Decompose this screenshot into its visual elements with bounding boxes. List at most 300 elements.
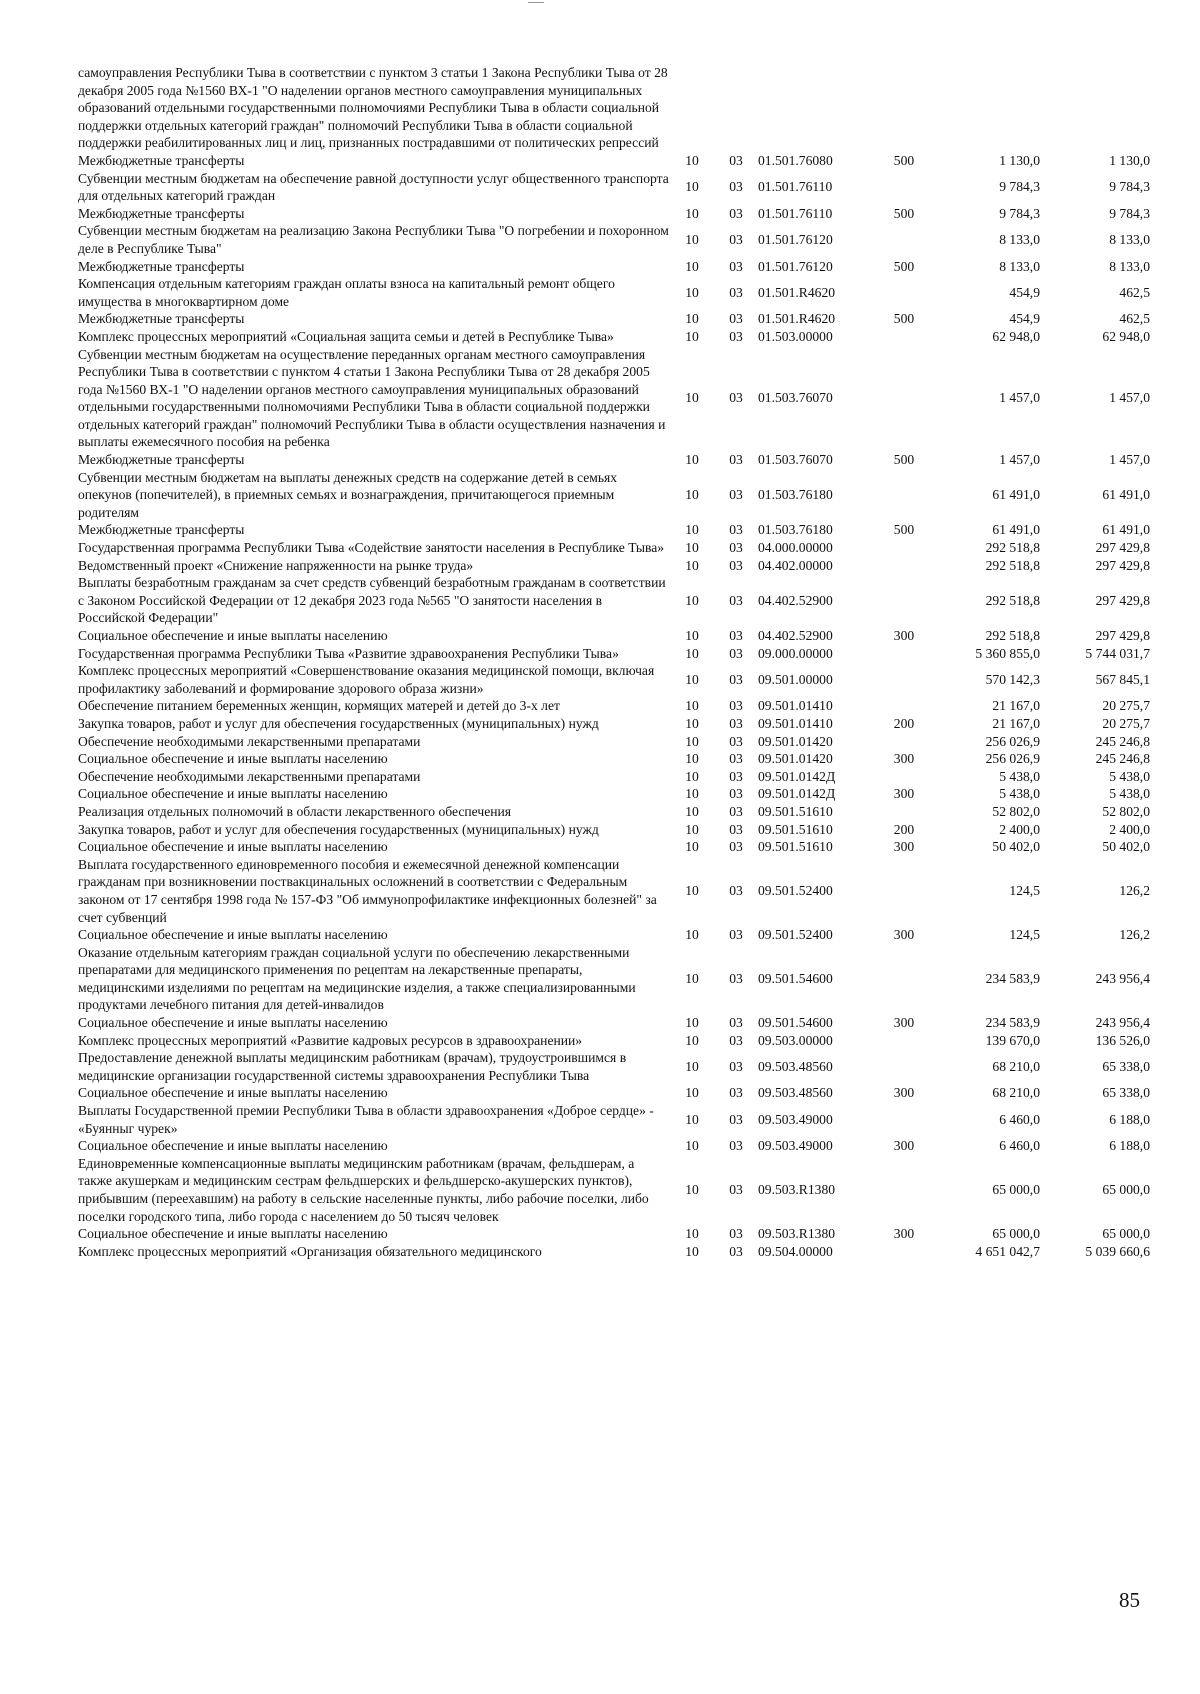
row-expense-type xyxy=(876,733,932,751)
row-target-code: 01.503.76180 xyxy=(758,522,833,538)
row-expense-type xyxy=(876,856,932,926)
row-name: Социальное обеспечение и иные выплаты населению xyxy=(78,1226,388,1242)
row-target-code: 01.501.76080 xyxy=(758,152,833,168)
row-section: 10 xyxy=(685,971,699,987)
table-row xyxy=(78,1102,1150,1137)
row-amount-year1: 5 360 855,0 xyxy=(975,645,1040,661)
row-section: 10 xyxy=(685,557,699,573)
row-expense-type xyxy=(876,64,932,152)
table-row xyxy=(78,222,1150,257)
row-amount-year1: 68 210,0 xyxy=(992,1059,1040,1075)
row-target-code: 09.501.52400 xyxy=(758,883,833,899)
row-amount-year2: 65 000,0 xyxy=(1102,1226,1150,1242)
row-name: Предоставление денежной выплаты медицинским работникам (врачам), трудоустроившимся в медицинские организации государственной системы здравоохранения Республики Тыва xyxy=(78,1050,627,1083)
row-section: 10 xyxy=(685,284,699,300)
row-target-code: 09.501.52400 xyxy=(758,927,833,943)
row-name: Субвенции местным бюджетам на реализацию Закона Республики Тыва "О погребении и похоронном деле в Республике Тыва" xyxy=(78,223,669,256)
row-expense-type xyxy=(876,662,932,697)
row-name: Реализация отдельных полномочий в области лекарственного обеспечения xyxy=(78,803,512,819)
row-section: 10 xyxy=(685,839,699,855)
row-expense-type xyxy=(876,328,932,346)
row-target-code: 09.503.49000 xyxy=(758,1138,833,1154)
row-target-code: 09.501.54600 xyxy=(758,971,833,987)
row-expense-type: 500 xyxy=(893,152,915,168)
row-subsection: 03 xyxy=(729,786,743,802)
table-row xyxy=(78,1014,1150,1032)
row-amount-year1: 50 402,0 xyxy=(992,839,1040,855)
row-name: Межбюджетные трансферты xyxy=(78,452,245,468)
table-row xyxy=(78,310,1150,328)
row-expense-type: 300 xyxy=(893,1085,915,1101)
row-section: 10 xyxy=(685,1111,699,1127)
row-amount-year1: 1 457,0 xyxy=(999,390,1040,406)
table-row xyxy=(78,469,1150,522)
row-amount-year2: 297 429,8 xyxy=(1095,557,1150,573)
row-amount-year2: 20 275,7 xyxy=(1102,715,1150,731)
row-amount-year1: 21 167,0 xyxy=(992,715,1040,731)
row-amount-year2: 61 491,0 xyxy=(1102,522,1150,538)
row-amount-year2: 5 039 660,6 xyxy=(1085,1243,1150,1259)
row-amount-year2: 245 246,8 xyxy=(1095,751,1150,767)
row-section: 10 xyxy=(685,205,699,221)
row-amount-year1: 124,5 xyxy=(1009,927,1040,943)
row-amount-year2: 2 400,0 xyxy=(1109,821,1150,837)
row-name: Комплекс процессных мероприятий «Развитие кадровых ресурсов в здравоохранении» xyxy=(78,1032,583,1048)
table-row xyxy=(78,1032,1150,1050)
table-row xyxy=(78,785,1150,803)
row-target-code: 04.402.00000 xyxy=(758,557,833,573)
row-section: 10 xyxy=(685,258,699,274)
row-subsection: 03 xyxy=(729,1243,743,1259)
row-amount-year1: 61 491,0 xyxy=(992,487,1040,503)
row-expense-type xyxy=(876,574,932,627)
row-target-code: 09.501.0142Д xyxy=(758,768,836,784)
row-amount-year1: 292 518,8 xyxy=(985,540,1040,556)
row-name: Государственная программа Республики Тыва «Содействие занятости населения в Республике Тыва» xyxy=(78,540,665,556)
row-section: 10 xyxy=(685,671,699,687)
row-amount-year1: 234 583,9 xyxy=(985,1015,1040,1031)
row-amount-year1: 8 133,0 xyxy=(999,258,1040,274)
row-subsection: 03 xyxy=(729,927,743,943)
row-expense-type xyxy=(876,557,932,575)
row-subsection: 03 xyxy=(729,1111,743,1127)
table-row xyxy=(78,451,1150,469)
row-name: Государственная программа Республики Тыва «Развитие здравоохранения Республики Тыва» xyxy=(78,645,619,661)
row-expense-type: 500 xyxy=(893,311,915,327)
row-subsection: 03 xyxy=(729,1015,743,1031)
row-amount-year2: 65 000,0 xyxy=(1102,1182,1150,1198)
row-name: Выплаты безработным гражданам за счет средств субвенций безработным гражданам в соответствии с Законом Российской Федерации от 12 декабря 2023 года №565 "О занятости населения в Российской Федерации" xyxy=(78,575,666,626)
row-amount-year2: 52 802,0 xyxy=(1102,803,1150,819)
row-amount-year1: 6 460,0 xyxy=(999,1138,1040,1154)
row-subsection: 03 xyxy=(729,803,743,819)
row-amount-year2: 136 526,0 xyxy=(1095,1032,1150,1048)
row-target-code: 09.000.00000 xyxy=(758,645,833,661)
table-row xyxy=(78,521,1150,539)
row-subsection xyxy=(714,64,758,152)
row-section: 10 xyxy=(685,232,699,248)
row-amount-year2: 243 956,4 xyxy=(1095,1015,1150,1031)
row-amount-year2: 1 130,0 xyxy=(1109,152,1150,168)
row-subsection: 03 xyxy=(729,232,743,248)
row-subsection: 03 xyxy=(729,487,743,503)
row-subsection: 03 xyxy=(729,1226,743,1242)
row-amount-year1: 5 438,0 xyxy=(999,768,1040,784)
row-amount-year1: 292 518,8 xyxy=(985,557,1040,573)
row-name: Единовременные компенсационные выплаты медицинским работникам (врачам, фельдшерам, а также акушеркам и медицинским сестрам фельдшерских и фельдшерско-акушерских пунктов), прибывшим (переехавшим) на работу в сельские населенные пункты, либо рабочие поселки, либо поселки городского типа, либо города с населением до 50 тысяч человек xyxy=(78,1155,649,1224)
row-subsection: 03 xyxy=(729,715,743,731)
row-subsection: 03 xyxy=(729,522,743,538)
row-expense-type: 500 xyxy=(893,522,915,538)
row-subsection: 03 xyxy=(729,1138,743,1154)
row-section: 10 xyxy=(685,1243,699,1259)
row-name: Компенсация отдельным категориям граждан оплаты взноса на капитальный ремонт общего имущества в многоквартирном доме xyxy=(78,276,615,309)
row-name: Субвенции местным бюджетам на обеспечение равной доступности услуг общественного транспорта для отдельных категорий граждан xyxy=(78,170,669,204)
table-row xyxy=(78,346,1150,452)
page-number: 85 xyxy=(1119,1588,1140,1612)
row-amount-year1 xyxy=(932,64,1040,152)
row-expense-type: 200 xyxy=(893,715,915,731)
row-target-code: 09.503.00000 xyxy=(758,1032,833,1048)
row-amount-year1: 5 438,0 xyxy=(999,786,1040,802)
row-expense-type xyxy=(876,768,932,786)
table-row xyxy=(78,715,1150,733)
row-expense-type: 500 xyxy=(893,205,915,221)
row-amount-year2: 243 956,4 xyxy=(1095,971,1150,987)
row-amount-year2: 9 784,3 xyxy=(1109,179,1150,195)
row-amount-year1: 570 142,3 xyxy=(985,671,1040,687)
row-target-code: 09.503.48560 xyxy=(758,1085,833,1101)
row-subsection: 03 xyxy=(729,452,743,468)
row-subsection: 03 xyxy=(729,1059,743,1075)
row-target-code: 09.501.51610 xyxy=(758,803,833,819)
row-name: Выплаты Государственной премии Республики Тыва в области здравоохранения «Доброе сердце» - «Буянныг чурек» xyxy=(78,1103,654,1136)
row-expense-type: 300 xyxy=(893,786,915,802)
row-target-code: 01.503.76070 xyxy=(758,452,833,468)
row-amount-year2: 462,5 xyxy=(1119,311,1150,327)
row-name: Социальное обеспечение и иные выплаты населению xyxy=(78,1138,388,1154)
row-target-code: 01.501.76110 xyxy=(758,205,833,221)
row-subsection: 03 xyxy=(729,645,743,661)
row-expense-type xyxy=(876,1032,932,1050)
row-section: 10 xyxy=(685,803,699,819)
row-expense-type: 200 xyxy=(893,821,915,837)
row-section: 10 xyxy=(685,768,699,784)
row-section: 10 xyxy=(685,645,699,661)
row-amount-year2: 126,2 xyxy=(1119,927,1150,943)
table-row xyxy=(78,1084,1150,1102)
row-amount-year1: 52 802,0 xyxy=(992,803,1040,819)
table-row xyxy=(78,768,1150,786)
row-name: Субвенции местным бюджетам на осуществление переданных органам местного самоуправления Республики Тыва в соответствии с пунктом 4 статьи 1 Закона Республики Тыва от 28 декабря 2005 года №1560 ВХ-1 "О наделении органов местного самоуправления муниципальных образований отдельными государственными полномочиями Республики Тыва в области социальной поддержки отдельных категорий граждан" полномочий Республики Тыва в области осуществления назначения и выплаты ежемесячного пособия на ребенка xyxy=(78,346,666,450)
row-expense-type: 300 xyxy=(893,1015,915,1031)
row-name: Социальное обеспечение и иные выплаты населению xyxy=(78,1085,388,1101)
table-row xyxy=(78,170,1150,205)
row-subsection: 03 xyxy=(729,628,743,643)
row-name: Социальное обеспечение и иные выплаты населению xyxy=(78,927,388,943)
row-amount-year1: 6 460,0 xyxy=(999,1111,1040,1127)
row-name: Обеспечение необходимыми лекарственными препаратами xyxy=(78,768,421,784)
row-amount-year1: 9 784,3 xyxy=(999,205,1040,221)
budget-document xyxy=(78,64,1150,1260)
row-subsection: 03 xyxy=(729,540,743,556)
row-name: Социальное обеспечение и иные выплаты населению xyxy=(78,1015,388,1031)
table-row xyxy=(78,328,1150,346)
row-section: 10 xyxy=(685,311,699,327)
table-row xyxy=(78,152,1150,170)
row-name: Социальное обеспечение и иные выплаты населению xyxy=(78,786,388,802)
table-row xyxy=(78,275,1150,310)
row-subsection: 03 xyxy=(729,284,743,300)
row-target-code: 09.501.51610 xyxy=(758,839,833,855)
row-target-code: 09.501.01420 xyxy=(758,733,833,749)
row-amount-year2: 6 188,0 xyxy=(1109,1138,1150,1154)
row-amount-year1: 62 948,0 xyxy=(992,328,1040,344)
table-row xyxy=(78,539,1150,557)
row-subsection: 03 xyxy=(729,328,743,344)
row-name: Комплекс процессных мероприятий «Организация обязательного медицинского xyxy=(78,1243,542,1259)
row-section: 10 xyxy=(685,628,699,643)
row-subsection: 03 xyxy=(729,1182,743,1198)
row-section: 10 xyxy=(685,522,699,538)
row-subsection: 03 xyxy=(729,258,743,274)
row-subsection: 03 xyxy=(729,821,743,837)
table-row xyxy=(78,856,1150,926)
scan-mark xyxy=(528,2,544,3)
table-row xyxy=(78,750,1150,768)
row-section: 10 xyxy=(685,1138,699,1154)
row-amount-year2: 126,2 xyxy=(1119,883,1150,899)
row-section: 10 xyxy=(685,715,699,731)
table-row xyxy=(78,838,1150,856)
row-amount-year2: 61 491,0 xyxy=(1102,487,1150,503)
row-amount-year2 xyxy=(1040,64,1150,152)
row-name: Обеспечение необходимыми лекарственными препаратами xyxy=(78,733,421,749)
row-amount-year1: 234 583,9 xyxy=(985,971,1040,987)
row-target-code: 04.402.52900 xyxy=(758,592,833,608)
row-section: 10 xyxy=(685,1226,699,1242)
table-row xyxy=(78,1225,1150,1243)
table-row xyxy=(78,803,1150,821)
row-target-code: 01.503.76180 xyxy=(758,487,833,503)
row-section: 10 xyxy=(685,698,699,714)
row-name: Социальное обеспечение и иные выплаты населению xyxy=(78,839,388,855)
row-subsection: 03 xyxy=(729,839,743,855)
table-row xyxy=(78,662,1150,697)
row-amount-year2: 297 429,8 xyxy=(1095,592,1150,608)
row-subsection: 03 xyxy=(729,671,743,687)
row-amount-year2: 1 457,0 xyxy=(1109,452,1150,468)
row-name: Субвенции местным бюджетам на выплаты денежных средств на содержание детей в семьях опекунов (попечителей), в приемных семьях и вознаграждения, причитающегося приемным родителям xyxy=(78,469,618,520)
row-target-code: 09.501.51610 xyxy=(758,821,833,837)
row-section: 10 xyxy=(685,390,699,406)
row-amount-year1: 65 000,0 xyxy=(992,1182,1040,1198)
row-section: 10 xyxy=(685,927,699,943)
row-section: 10 xyxy=(685,1182,699,1198)
row-amount-year2: 65 338,0 xyxy=(1102,1059,1150,1075)
row-section: 10 xyxy=(685,328,699,344)
row-amount-year1: 8 133,0 xyxy=(999,232,1040,248)
table-row xyxy=(78,944,1150,1014)
row-subsection: 03 xyxy=(729,751,743,767)
row-subsection: 03 xyxy=(729,883,743,899)
row-subsection: 03 xyxy=(729,557,743,573)
row-expense-type: 500 xyxy=(893,258,915,274)
row-target-code: 04.000.00000 xyxy=(758,540,833,556)
row-name: Межбюджетные трансферты xyxy=(78,258,245,274)
row-amount-year1: 9 784,3 xyxy=(999,179,1040,195)
row-section: 10 xyxy=(685,733,699,749)
row-amount-year2: 5 744 031,7 xyxy=(1085,645,1150,661)
row-amount-year1: 292 518,8 xyxy=(985,592,1040,608)
row-name: Закупка товаров, работ и услуг для обеспечения государственных (муниципальных) нужд xyxy=(78,821,599,837)
row-section: 10 xyxy=(685,1015,699,1031)
row-subsection: 03 xyxy=(729,768,743,784)
row-expense-type xyxy=(876,1155,932,1225)
row-expense-type: 300 xyxy=(893,1226,915,1242)
row-amount-year1: 256 026,9 xyxy=(985,733,1040,749)
row-expense-type: 300 xyxy=(893,839,915,855)
table-row xyxy=(78,645,1150,663)
row-name: Комплекс процессных мероприятий «Совершенствование оказания медицинской помощи, включая профилактику заболеваний и формирование здорового образа жизни» xyxy=(78,663,655,696)
row-amount-year1: 139 670,0 xyxy=(985,1032,1040,1048)
row-name: Оказание отдельным категориям граждан социальной услуги по обеспечению лекарственными препаратами для медицинского применения по рецептам на лекарственные препараты, медицинскими изделиями по рецептам на медицинские изделия, а также специализированными продуктами лечебного питания для детей-инвалидов xyxy=(78,944,636,1013)
table-row xyxy=(78,205,1150,223)
row-expense-type xyxy=(876,645,932,663)
row-section: 10 xyxy=(685,152,699,168)
row-target-code: 09.501.00000 xyxy=(758,671,833,687)
row-amount-year1: 256 026,9 xyxy=(985,751,1040,767)
row-expense-type xyxy=(876,539,932,557)
row-expense-type: 300 xyxy=(893,628,915,643)
row-section: 10 xyxy=(685,883,699,899)
row-expense-type xyxy=(876,1049,932,1084)
row-target-code: 09.503.R1380 xyxy=(758,1182,836,1198)
row-expense-type xyxy=(876,803,932,821)
row-target-code xyxy=(758,64,876,152)
row-section: 10 xyxy=(685,786,699,802)
row-target-code: 01.501.76120 xyxy=(758,232,833,248)
row-subsection: 03 xyxy=(729,205,743,221)
table-row xyxy=(78,64,1150,152)
row-name: Ведомственный проект «Снижение напряженности на рынке труда» xyxy=(78,557,474,573)
row-expense-type xyxy=(876,170,932,205)
row-subsection: 03 xyxy=(729,152,743,168)
row-amount-year2: 6 188,0 xyxy=(1109,1111,1150,1127)
budget-table xyxy=(78,64,1150,1260)
row-subsection: 03 xyxy=(729,592,743,608)
row-target-code: 09.503.R1380 xyxy=(758,1226,836,1242)
row-target-code: 01.503.00000 xyxy=(758,328,833,344)
table-row xyxy=(78,557,1150,575)
row-expense-type xyxy=(876,275,932,310)
row-subsection: 03 xyxy=(729,179,743,195)
row-section: 10 xyxy=(685,179,699,195)
row-name: самоуправления Республики Тыва в соответствии с пунктом 3 статьи 1 Закона Республики Тыва от 28 декабря 2005 года №1560 ВХ-1 "О наделении органов местного самоуправления муниципальных образований отдельными государственными полномочиями Республики Тыва в области социальной поддержки отдельных категорий граждан" полномочий Республики Тыва в области социальной поддержки реабилитированных лиц и лиц, признанных пострадавшими от политических репрессий xyxy=(78,65,668,151)
row-name: Межбюджетные трансферты xyxy=(78,205,245,221)
row-amount-year2: 50 402,0 xyxy=(1102,839,1150,855)
row-expense-type xyxy=(876,346,932,452)
row-amount-year1: 292 518,8 xyxy=(985,628,1040,643)
row-expense-type xyxy=(876,1243,932,1261)
row-section: 10 xyxy=(685,487,699,503)
row-target-code: 09.501.01410 xyxy=(758,715,833,731)
row-section: 10 xyxy=(685,1032,699,1048)
row-name: Межбюджетные трансферты xyxy=(78,522,245,538)
row-expense-type xyxy=(876,222,932,257)
row-section: 10 xyxy=(685,592,699,608)
row-target-code: 09.503.48560 xyxy=(758,1059,833,1075)
row-expense-type: 300 xyxy=(893,751,915,767)
row-target-code: 04.402.52900 xyxy=(758,628,833,643)
table-row xyxy=(78,697,1150,715)
row-amount-year2: 297 429,8 xyxy=(1095,628,1150,643)
row-name: Социальное обеспечение и иные выплаты населению xyxy=(78,628,388,643)
row-target-code: 01.501.R4620 xyxy=(758,284,836,300)
row-amount-year2: 245 246,8 xyxy=(1095,733,1150,749)
row-amount-year1: 68 210,0 xyxy=(992,1085,1040,1101)
row-subsection: 03 xyxy=(729,971,743,987)
row-amount-year2: 65 338,0 xyxy=(1102,1085,1150,1101)
row-section: 10 xyxy=(685,1085,699,1101)
row-expense-type: 300 xyxy=(893,927,915,943)
row-amount-year2: 5 438,0 xyxy=(1109,786,1150,802)
row-amount-year2: 20 275,7 xyxy=(1102,698,1150,714)
table-row xyxy=(78,1049,1150,1084)
row-target-code: 09.501.54600 xyxy=(758,1015,833,1031)
row-target-code: 09.501.01420 xyxy=(758,751,833,767)
table-row xyxy=(78,258,1150,276)
row-amount-year2: 9 784,3 xyxy=(1109,205,1150,221)
row-section: 10 xyxy=(685,1059,699,1075)
row-expense-type xyxy=(876,469,932,522)
row-subsection: 03 xyxy=(729,311,743,327)
row-amount-year1: 4 651 042,7 xyxy=(975,1243,1040,1259)
row-expense-type: 300 xyxy=(893,1138,915,1154)
row-name: Комплекс процессных мероприятий «Социальная защита семьи и детей в Республике Тыва» xyxy=(78,328,614,344)
table-row xyxy=(78,821,1150,839)
row-amount-year2: 1 457,0 xyxy=(1109,390,1150,406)
row-amount-year1: 21 167,0 xyxy=(992,698,1040,714)
row-target-code: 09.503.49000 xyxy=(758,1111,833,1127)
table-row xyxy=(78,733,1150,751)
row-amount-year2: 462,5 xyxy=(1119,284,1150,300)
row-name: Межбюджетные трансферты xyxy=(78,152,245,168)
row-amount-year1: 65 000,0 xyxy=(992,1226,1040,1242)
row-target-code: 09.501.01410 xyxy=(758,698,833,714)
row-section: 10 xyxy=(685,540,699,556)
row-target-code: 01.501.R4620 xyxy=(758,311,836,327)
row-expense-type xyxy=(876,697,932,715)
row-name: Обеспечение питанием беременных женщин, кормящих матерей и детей до 3-х лет xyxy=(78,698,560,714)
row-amount-year2: 567 845,1 xyxy=(1095,671,1150,687)
row-expense-type xyxy=(876,944,932,1014)
row-section: 10 xyxy=(685,751,699,767)
table-row xyxy=(78,1243,1150,1261)
row-amount-year1: 2 400,0 xyxy=(999,821,1040,837)
row-amount-year2: 62 948,0 xyxy=(1102,328,1150,344)
row-amount-year2: 297 429,8 xyxy=(1095,540,1150,556)
row-subsection: 03 xyxy=(729,698,743,714)
row-name: Закупка товаров, работ и услуг для обеспечения государственных (муниципальных) нужд xyxy=(78,715,599,731)
row-expense-type: 500 xyxy=(893,452,915,468)
row-amount-year1: 454,9 xyxy=(1009,284,1040,300)
row-name: Межбюджетные трансферты xyxy=(78,311,245,327)
row-amount-year2: 8 133,0 xyxy=(1109,258,1150,274)
table-row xyxy=(78,574,1150,627)
row-amount-year2: 5 438,0 xyxy=(1109,768,1150,784)
row-name: Выплата государственного единовременного пособия и ежемесячной денежной компенсации гражданам при возникновении поствакцинальных осложнений в соответствии с Федеральным законом от 17 сентября 1998 года № 157-ФЗ "Об иммунопрофилактике инфекционных болезней" за счет субвенций xyxy=(78,856,657,925)
